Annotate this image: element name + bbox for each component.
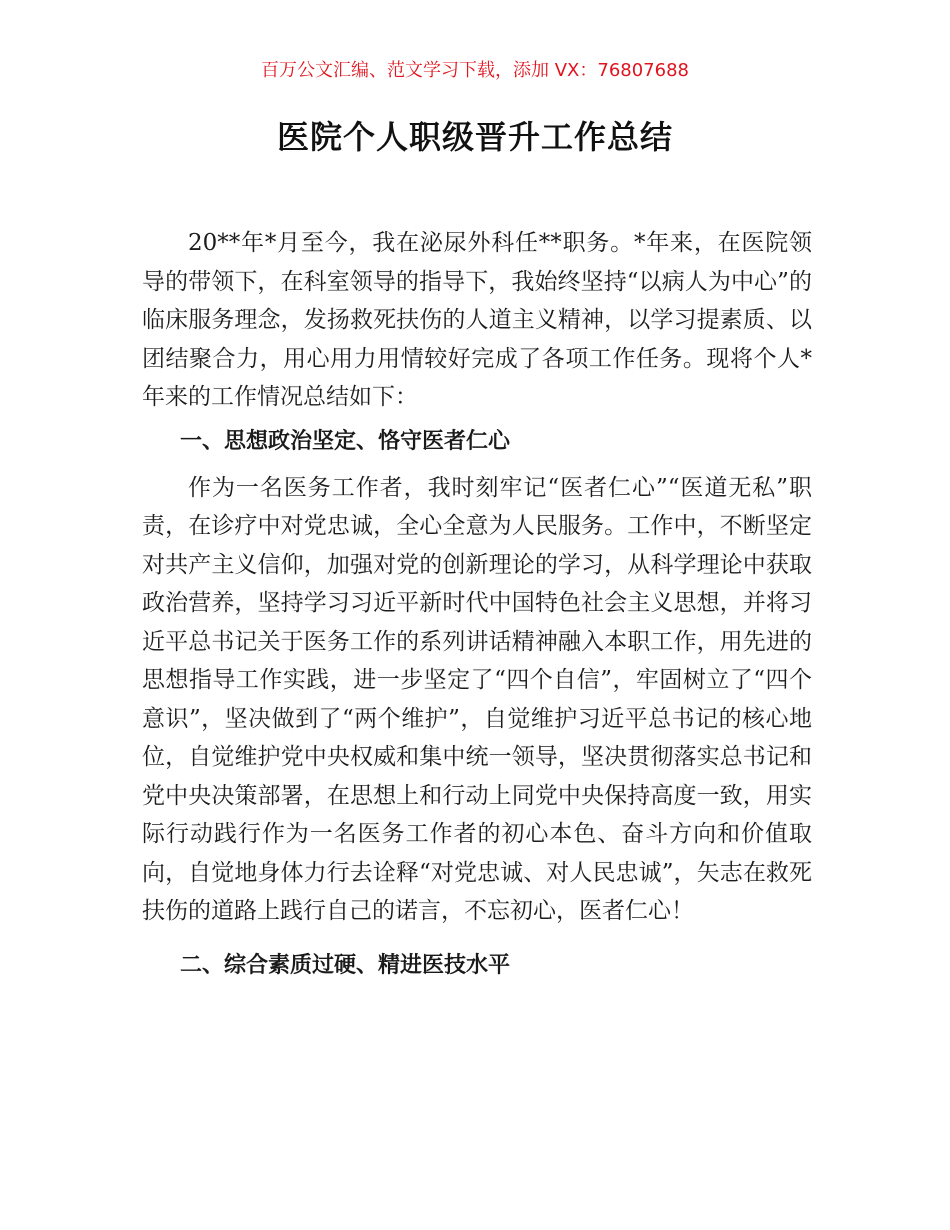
- intro-paragraph: 20**年*月至今，我在泌尿外科任**职务。*年来，在医院领导的带领下，在科室领导的指导下，我始终坚持“以病人为中心”的临床服务理念，发扬救死扶伤的人道主义精神，以学习提素质、以团结聚合力，用心用力用情较好完成了各项工作任务。现将个人*年来的工作情况总结如下：: [142, 230, 812, 410]
- promo-banner: 百万公文汇编、范文学习下载，添加 VX：76807688: [261, 60, 689, 81]
- document-body: [142, 224, 812, 979]
- section-heading-2: 二、综合素质过硬、精进医技水平: [180, 952, 511, 978]
- section-heading-1: 一、思想政治坚定、恪守医者仁心: [180, 428, 511, 454]
- section-paragraph-1: 作为一名医务工作者，我时刻牢记“医者仁心”“医道无私”职责，在诊疗中对党忠诚，全心全意为人民服务。工作中，不断坚定对共产主义信仰，加强对党的创新理论的学习，从科学理论中获取政治营养，坚持学习习近平新时代中国特色社会主义思想，并将习近平总书记关于医务工作的系列讲话精神融入本职工作，用先进的思想指导工作实践，进一步坚定了“四个自信”，牢固树立了“四个意识”，坚决做到了“两个维护”，自觉维护习近平总书记的核心地位，自觉维护党中央权威和集中统一领导，坚决贯彻落实总书记和党中央决策部署，在思想上和行动上同党中央保持高度一致，用实际行动践行作为一名医务工作者的初心本色、奋斗方向和价值取向，自觉地身体力行去诠释“对党忠诚、对人民忠诚”，矢志在救死扶伤的道路上践行自己的诺言，不忘初心，医者仁心！: [142, 474, 812, 924]
- document-title: 医院个人职级晋升工作总结: [276, 118, 673, 156]
